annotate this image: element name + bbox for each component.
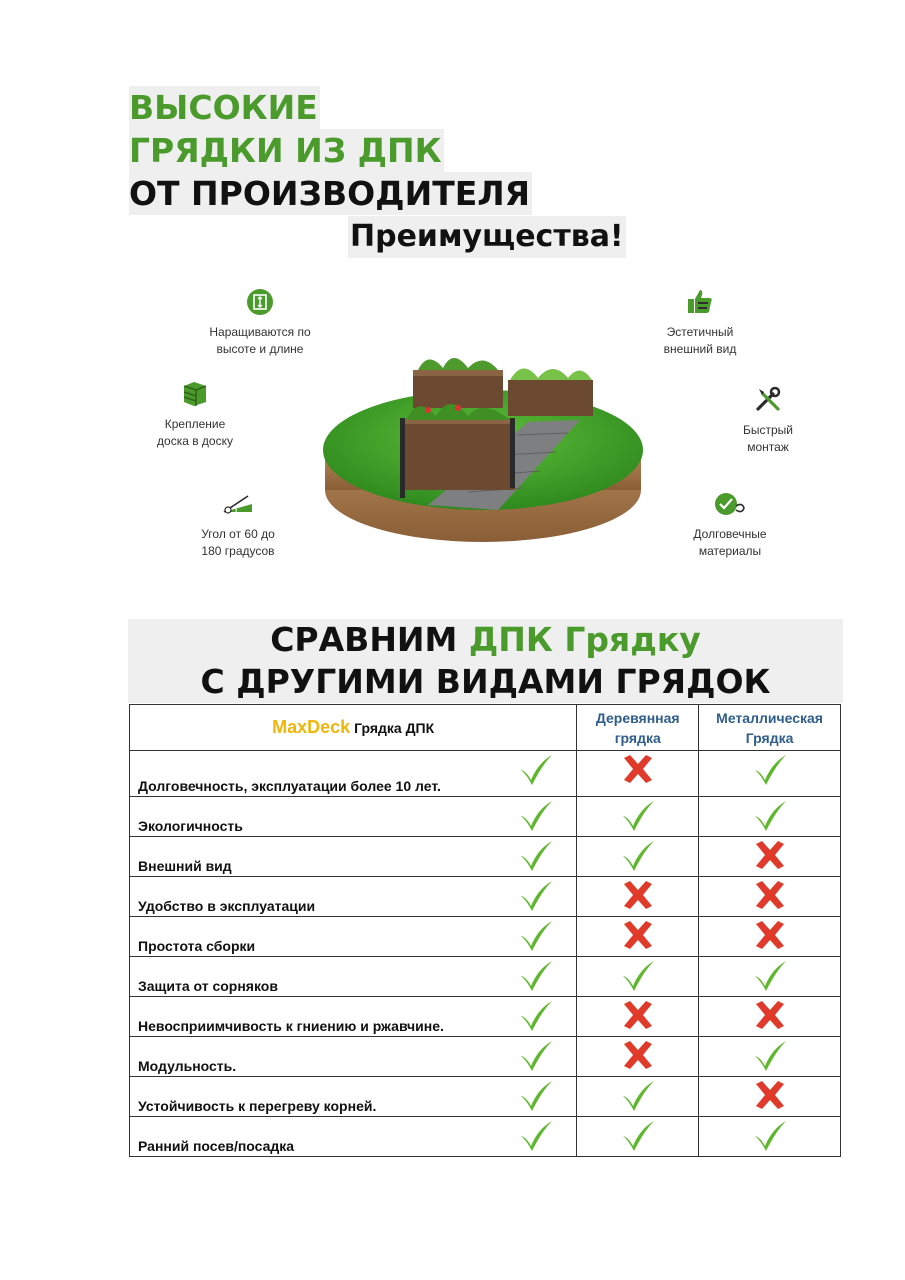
criterion-label: Защита от сорняков	[138, 978, 278, 994]
criterion-label: Долговечность, эксплуатации более 10 лет.	[138, 778, 441, 794]
check-icon	[518, 1039, 554, 1073]
wood-cell	[577, 837, 699, 877]
dpk-mark	[518, 753, 554, 792]
criterion-label: Устойчивость к перегреву корней.	[138, 1098, 377, 1114]
dpk-mark	[518, 879, 554, 918]
table-row	[130, 751, 841, 797]
metal-mark	[699, 957, 840, 996]
wood-mark	[577, 997, 698, 1036]
check-icon	[752, 1119, 788, 1153]
feature-assembly-label: Быстрый монтаж	[743, 423, 793, 454]
cross-icon	[620, 999, 656, 1031]
metal-cell	[699, 917, 841, 957]
check-icon	[620, 959, 656, 993]
check-icon	[518, 1119, 554, 1153]
metal-mark	[699, 917, 840, 956]
check-icon	[518, 999, 554, 1033]
criterion-label: Модульность.	[138, 1058, 237, 1074]
metal-cell	[699, 1037, 841, 1077]
check-icon	[518, 753, 554, 787]
wood-cell	[577, 917, 699, 957]
hero-line-1: ВЫСОКИЕ	[129, 88, 318, 127]
feature-assembly	[718, 384, 818, 456]
wood-mark	[577, 837, 698, 876]
check-icon	[752, 1039, 788, 1073]
wood-cell	[577, 797, 699, 837]
check-icon	[518, 959, 554, 993]
check-icon	[620, 1079, 656, 1113]
cross-icon	[752, 1079, 788, 1111]
metal-cell	[699, 877, 841, 917]
table-row	[130, 797, 841, 837]
metal-mark	[699, 837, 840, 876]
check-icon	[518, 879, 554, 913]
metal-cell	[699, 837, 841, 877]
wood-mark	[577, 1117, 698, 1156]
dpk-mark	[518, 999, 554, 1038]
table-row	[130, 1077, 841, 1117]
angle-icon	[220, 490, 256, 518]
cross-icon	[620, 919, 656, 951]
dpk-mark	[518, 919, 554, 958]
criterion-cell	[130, 1117, 577, 1157]
table-row	[130, 837, 841, 877]
feature-fastening-label: Крепление доска в доску	[157, 417, 233, 448]
cross-icon	[752, 879, 788, 911]
metal-mark	[699, 751, 840, 796]
wood-mark	[577, 917, 698, 956]
criterion-label: Удобство в эксплуатации	[138, 898, 316, 914]
comparison-table	[129, 704, 841, 1157]
feature-angle	[188, 490, 288, 560]
wood-mark	[577, 797, 698, 836]
tools-icon	[753, 384, 783, 414]
dpk-mark	[518, 1119, 554, 1158]
feature-angle-label: Угол от 60 до 180 градусов	[201, 527, 275, 558]
metal-mark	[699, 797, 840, 836]
criterion-cell	[130, 957, 577, 997]
criterion-cell	[130, 797, 577, 837]
feature-aesthetic-label: Эстетичный внешний вид	[663, 325, 737, 356]
thumbs-up-icon	[685, 286, 715, 316]
brand-header	[130, 705, 577, 751]
criterion-cell	[130, 751, 577, 797]
check-icon	[518, 1079, 554, 1113]
criterion-cell	[130, 1077, 577, 1117]
metal-cell	[699, 1117, 841, 1157]
table-row	[130, 997, 841, 1037]
wood-mark	[577, 957, 698, 996]
criterion-cell	[130, 917, 577, 957]
wood-cell	[577, 877, 699, 917]
metal-cell	[699, 751, 841, 797]
dpk-mark	[518, 799, 554, 838]
cross-icon	[620, 1039, 656, 1071]
table-row	[130, 957, 841, 997]
feature-extend	[200, 288, 320, 358]
criterion-label: Ранний посев/посадка	[138, 1138, 295, 1154]
hero-title	[129, 86, 532, 215]
wood-cell	[577, 1037, 699, 1077]
check-icon	[620, 1119, 656, 1153]
table-row	[130, 1037, 841, 1077]
wood-cell	[577, 1117, 699, 1157]
cross-icon	[752, 999, 788, 1031]
hero-line-3: ОТ ПРОИЗВОДИТЕЛЯ	[129, 174, 531, 213]
feature-aesthetic	[645, 286, 755, 358]
metal-cell	[699, 997, 841, 1037]
wood-cell	[577, 751, 699, 797]
check-icon	[620, 839, 656, 873]
criterion-cell	[130, 997, 577, 1037]
wood-cell	[577, 1077, 699, 1117]
cross-icon	[620, 879, 656, 911]
metal-cell	[699, 1077, 841, 1117]
wood-cell	[577, 997, 699, 1037]
wood-cell	[577, 957, 699, 997]
feature-fastening	[140, 378, 250, 450]
metal-column-header: Металлическая Грядка	[699, 705, 841, 751]
metal-mark	[699, 1077, 840, 1116]
criterion-label: Простота сборки	[138, 938, 256, 954]
table-row	[130, 917, 841, 957]
compare-title-line-2: С ДРУГИМИ ВИДАМИ ГРЯДОК	[200, 662, 771, 701]
check-icon	[518, 799, 554, 833]
feature-durable	[680, 490, 780, 560]
check-icon	[752, 753, 788, 787]
metal-cell	[699, 797, 841, 837]
cross-icon	[620, 753, 656, 785]
compare-banner	[128, 619, 843, 703]
cross-icon	[752, 839, 788, 871]
dpk-mark	[518, 1039, 554, 1078]
check-icon	[518, 919, 554, 953]
metal-mark	[699, 997, 840, 1036]
wood-mark	[577, 751, 698, 796]
table-row	[130, 1117, 841, 1157]
criterion-label: Внешний вид	[138, 858, 232, 874]
metal-mark	[699, 1117, 840, 1156]
garden-bed-illustration	[318, 340, 648, 550]
durable-check-icon	[712, 490, 748, 518]
dpk-mark	[518, 1079, 554, 1118]
wood-mark	[577, 877, 698, 916]
wood-column-header: Деревянная грядка	[577, 705, 699, 751]
wood-mark	[577, 1037, 698, 1076]
criterion-label: Экологичность	[138, 818, 243, 834]
criterion-cell	[130, 877, 577, 917]
advantages-title: Преимущества!	[348, 216, 626, 258]
dpk-mark	[518, 959, 554, 998]
check-icon	[752, 959, 788, 993]
feature-durable-label: Долговечные материалы	[693, 527, 767, 558]
wood-mark	[577, 1077, 698, 1116]
check-icon	[518, 839, 554, 873]
criterion-cell	[130, 837, 577, 877]
brand-name: MaxDeck	[272, 717, 351, 737]
brand-subtitle: Грядка ДПК	[350, 720, 435, 736]
metal-mark	[699, 877, 840, 916]
check-icon	[620, 799, 656, 833]
criterion-label: Невосприимчивость к гниению и ржавчине.	[138, 1018, 444, 1034]
hero-line-2: ГРЯДКИ ИЗ ДПК	[129, 131, 442, 170]
dpk-mark	[518, 839, 554, 878]
compare-title-line-1: СРАВНИМ ДПК Грядку	[270, 620, 701, 659]
metal-mark	[699, 1037, 840, 1076]
feature-extend-label: Наращиваются по высоте и длине	[209, 325, 311, 356]
resize-icon	[246, 288, 274, 316]
metal-cell	[699, 957, 841, 997]
table-row	[130, 877, 841, 917]
cross-icon	[752, 919, 788, 951]
check-icon	[752, 799, 788, 833]
criterion-cell	[130, 1037, 577, 1077]
boards-icon	[180, 378, 210, 408]
